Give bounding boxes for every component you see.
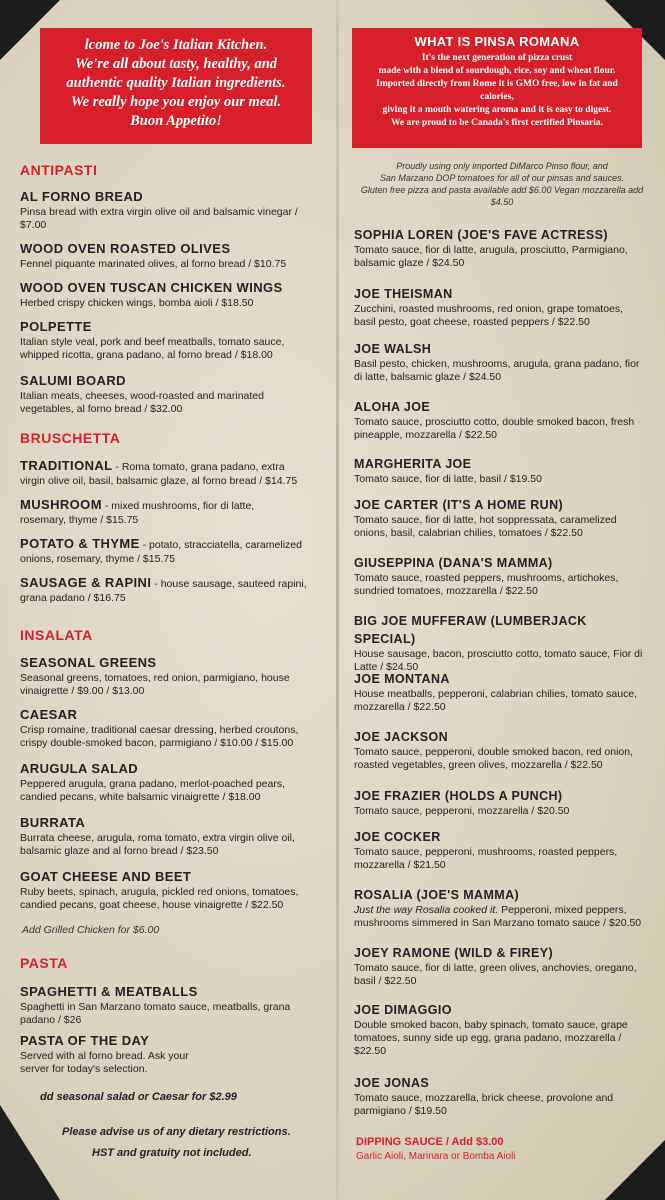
pinsa-item — [354, 728, 646, 772]
item-name: TRADITIONAL — [20, 458, 113, 473]
section-insalata-title: INSALATA — [20, 627, 93, 643]
pinsa-name: JOE DIMAGGIO — [354, 1003, 452, 1017]
banner-line: We really hope you enjoy our meal. — [70, 94, 282, 110]
side-salad-note: dd seasonal salad or Caesar for $2.99 — [40, 1091, 237, 1103]
pinsa-item — [354, 670, 646, 714]
banner-line: It's the next generation of pizza crust — [421, 53, 573, 63]
menu-item — [20, 240, 320, 271]
pinsa-item — [354, 787, 646, 818]
pinsa-info-banner — [352, 28, 642, 148]
pinsa-item — [354, 828, 646, 872]
intro-line: Gluten free pizza and pasta available add $6.00 Vegan mozzarella add $4.50 — [360, 185, 644, 207]
tax-note: HST and gratuity not included. — [92, 1147, 252, 1159]
item-desc: Peppered arugula, grana padano, merlot-poached pears, candied pecans, white balsamic vinaigrette / $18.00 — [20, 778, 286, 803]
item-name: SAUSAGE & RAPINI — [20, 575, 152, 590]
intro-line: San Marzano DOP tomatoes for all of our pinsas and sauces. — [379, 173, 625, 183]
pinsa-desc: Zucchini, roasted mushrooms, red onion, grape tomatoes, basil pesto, goat cheese, roasted peppers / $22.50 — [354, 303, 624, 328]
item-desc: Herbed crispy chicken wings, bomba aioli / $18.50 — [20, 297, 254, 309]
pinsa-desc — [354, 904, 646, 930]
banner-line: lcome to Joe's Italian Kitchen. — [84, 37, 268, 53]
pinsa-item — [354, 1001, 646, 1058]
item-desc: Pinsa bread with extra virgin olive oil and balsamic vinegar / $7.00 — [20, 206, 298, 231]
dipping-sauce-title: DIPPING SAUCE / Add $3.00 — [356, 1136, 504, 1148]
pinsa-desc: Tomato sauce, pepperoni, double smoked bacon, red onion, roasted vegetables, green olives, mozzarella / $22.50 — [354, 746, 634, 771]
item-name: AL FORNO BREAD — [20, 189, 144, 204]
pinsa-name: JOE FRAZIER (HOLDS A PUNCH) — [354, 789, 563, 803]
pinsa-desc: Tomato sauce, fior di latte, basil / $19.50 — [354, 473, 542, 485]
item-name: SEASONAL GREENS — [20, 655, 157, 670]
item-desc: Spaghetti in San Marzano tomato sauce, meatballs, grana padano / $26 — [20, 1001, 291, 1026]
section-pasta-title: PASTA — [20, 955, 68, 971]
item-desc: Crisp romaine, traditional caesar dressing, herbed croutons, crispy double-smoked bacon, parmigiano / $10.00 / $15.00 — [20, 724, 299, 749]
dietary-note: Please advise us of any dietary restrictions. — [62, 1126, 291, 1138]
item-name: SALUMI BOARD — [20, 373, 126, 388]
pinsa-desc-italic: Just the way Rosalia cooked it. — [354, 904, 499, 916]
item-inline-desc: - mixed mushrooms, fior di latte, — [101, 500, 255, 512]
pinsa-item — [354, 455, 646, 486]
item-inline-desc: - house sausage, sauteed rapini, — [151, 578, 307, 590]
item-desc: Burrata cheese, arugula, roma tomato, extra virgin olive oil, balsamic glaze and al forno bread / $23.50 — [20, 832, 295, 857]
pinsa-name: GIUSEPPINA (DANA'S MAMMA) — [354, 556, 553, 570]
section-bruschetta-title: BRUSCHETTA — [20, 430, 121, 446]
banner-line: We are proud to be Canada's first certified Pinsaria. — [390, 118, 604, 128]
pinsa-item — [354, 612, 646, 674]
pinsa-name: JOE THEISMAN — [354, 287, 453, 301]
item-inline-desc: - potato, stracciatella, caramelized — [139, 539, 302, 551]
pinsa-intro — [352, 160, 652, 208]
section-antipasti-title: ANTIPASTI — [20, 162, 98, 178]
pinsa-name: JOE CARTER (IT'S A HOME RUN) — [354, 498, 564, 512]
pinsa-item — [354, 398, 646, 442]
item-name: BURRATA — [20, 815, 86, 830]
menu-item — [20, 188, 310, 232]
pinsa-name: JOE COCKER — [354, 830, 441, 844]
item-name: CAESAR — [20, 707, 78, 722]
pinsa-name: JOE MONTANA — [354, 672, 450, 686]
item-name: ARUGULA SALAD — [20, 761, 139, 776]
pinsa-desc: Tomato sauce, mozzarella, brick cheese, provolone and parmigiano / $19.50 — [354, 1092, 614, 1117]
menu-item — [20, 496, 320, 527]
pinsa-desc: House meatballs, pepperoni, calabrian chilies, tomato sauce, mozzarella / $22.50 — [354, 688, 638, 713]
pinsa-desc: Tomato sauce, fior di latte, arugula, prosciutto, Parmigiano, balsamic glaze / $24.50 — [354, 244, 628, 269]
item-name: POLPETTE — [20, 319, 92, 334]
pinsa-desc: Tomato sauce, fior di latte, hot soppressata, caramelized onions, basil, calabrian chilies, tomatoes / $22.50 — [354, 514, 617, 539]
item-desc: Seasonal greens, tomatoes, red onion, parmigiano, house vinaigrette / $9.00 / $13.00 — [20, 672, 290, 697]
menu-item — [20, 535, 325, 566]
item-desc: Served with al forno bread. Ask your server for today's selection. — [20, 1050, 189, 1075]
pinsa-name: JOEY RAMONE (WILD & FIREY) — [354, 946, 554, 960]
banner-line: Buon Appetito! — [130, 113, 222, 129]
pinsa-item — [354, 554, 646, 598]
pinsa-item — [354, 1074, 646, 1118]
item-desc: grana padano / $16.75 — [20, 592, 126, 604]
menu-item — [20, 372, 310, 416]
banner-line: authentic quality Italian ingredients. — [66, 75, 286, 91]
menu-item — [20, 1032, 220, 1076]
pinsa-item — [354, 226, 646, 270]
pinsa-desc: Tomato sauce, pepperoni, mushrooms, roasted peppers, mozzarella / $21.50 — [354, 846, 618, 871]
pinsa-name: JOE JONAS — [354, 1076, 430, 1090]
pinsa-name: JOE WALSH — [354, 342, 432, 356]
pinsa-item — [354, 285, 646, 329]
pinsa-item — [354, 886, 646, 930]
pinsa-desc-text: Pepperoni, mixed peppers, mushrooms simmered in San Marzano tomato sauce / $20.50 — [354, 904, 642, 929]
banner-line: giving it a mouth watering aroma and it is easy to digest. — [382, 105, 612, 115]
pinsa-item — [354, 496, 646, 540]
item-desc: Italian meats, cheeses, wood-roasted and marinated vegetables, al forno bread / $32.00 — [20, 390, 264, 415]
banner-line: We're all about tasty, healthy, and — [74, 56, 278, 72]
pinsa-desc: Basil pesto, chicken, mushrooms, arugula, grana padano, fior di latte, balsamic glaze / $24.50 — [354, 358, 640, 383]
pinsa-item — [354, 340, 646, 384]
item-desc: onions, rosemary, thyme / $15.75 — [20, 553, 176, 565]
add-chicken-note: Add Grilled Chicken for $6.00 — [22, 924, 160, 936]
item-desc: Italian style veal, pork and beef meatballs, tomato sauce, whipped ricotta, grana padano, al forno bread / $18.00 — [20, 336, 285, 361]
pinsa-desc: House sausage, bacon, prosciutto cotto, tomato sauce, Fior di Latte / $24.50 — [354, 648, 643, 673]
item-name: POTATO & THYME — [20, 536, 140, 551]
pinsa-desc: Tomato sauce, prosciutto cotto, double smoked bacon, fresh pineapple, mozzarella / $22.50 — [354, 416, 635, 441]
menu-holder-corner — [605, 1140, 665, 1200]
item-desc: virgin olive oil, basil, balsamic glaze, al forno bread / $14.75 — [20, 475, 298, 487]
item-desc: Ruby beets, spinach, arugula, pickled red onions, tomatoes, candied pecans, goat cheese, house vinaigrette / $22.50 — [20, 886, 299, 911]
menu-item — [20, 706, 320, 750]
pinsa-name: ROSALIA (JOE'S MAMMA) — [354, 888, 520, 902]
pinsa-name: BIG JOE MUFFERAW (LUMBERJACK SPECIAL) — [354, 614, 587, 646]
item-name: WOOD OVEN TUSCAN CHICKEN WINGS — [20, 280, 283, 295]
menu-item — [20, 457, 320, 488]
item-name: WOOD OVEN ROASTED OLIVES — [20, 241, 231, 256]
item-desc: rosemary, thyme / $15.75 — [20, 514, 139, 526]
pinsa-name: SOPHIA LOREN (JOE'S FAVE ACTRESS) — [354, 228, 608, 242]
welcome-banner — [40, 28, 312, 144]
item-inline-desc: - Roma tomato, grana padano, extra — [112, 461, 285, 473]
column-divider — [336, 0, 339, 1200]
dipping-sauce-desc: Garlic Aioli, Marinara or Bomba Aioli — [356, 1151, 516, 1162]
banner-line: made with a blend of sourdough, rice, soy and wheat flour. — [378, 66, 616, 76]
menu-holder-corner — [0, 1105, 60, 1200]
menu-item — [20, 868, 320, 912]
menu-item — [20, 983, 310, 1027]
item-name: PASTA OF THE DAY — [20, 1033, 150, 1048]
menu-item — [20, 279, 325, 310]
item-desc: Fennel piquante marinated olives, al forno bread / $10.75 — [20, 258, 287, 270]
pinsa-desc: Tomato sauce, roasted peppers, mushrooms, artichokes, sundried tomatoes, mozzarella / $22.50 — [354, 572, 619, 597]
pinsa-desc: Tomato sauce, fior di latte, green olives, anchovies, oregano, basil / $22.50 — [354, 962, 637, 987]
pinsa-item — [354, 944, 646, 988]
banner-title: WHAT IS PINSA ROMANA — [414, 34, 580, 49]
item-name: GOAT CHEESE AND BEET — [20, 869, 192, 884]
menu-item — [20, 574, 325, 605]
banner-line: Imported directly from Rome it is GMO free, low in fat and calories, — [376, 79, 618, 102]
pinsa-name: JOE JACKSON — [354, 730, 449, 744]
pinsa-desc: Tomato sauce, pepperoni, mozzarella / $20.50 — [354, 805, 570, 817]
intro-line: Proudly using only imported DiMarco Pinso flour, and — [396, 161, 608, 171]
item-name: SPAGHETTI & MEATBALLS — [20, 984, 198, 999]
menu-item — [20, 814, 325, 858]
pinsa-name: ALOHA JOE — [354, 400, 431, 414]
pinsa-desc: Double smoked bacon, baby spinach, tomato sauce, grape tomatoes, sunny side up egg, grana padano, mozzarella / $22.50 — [354, 1019, 628, 1057]
pinsa-name: MARGHERITA JOE — [354, 457, 472, 471]
menu-item — [20, 318, 320, 362]
menu-item — [20, 654, 310, 698]
item-name: MUSHROOM — [20, 497, 102, 512]
menu-item — [20, 760, 320, 804]
